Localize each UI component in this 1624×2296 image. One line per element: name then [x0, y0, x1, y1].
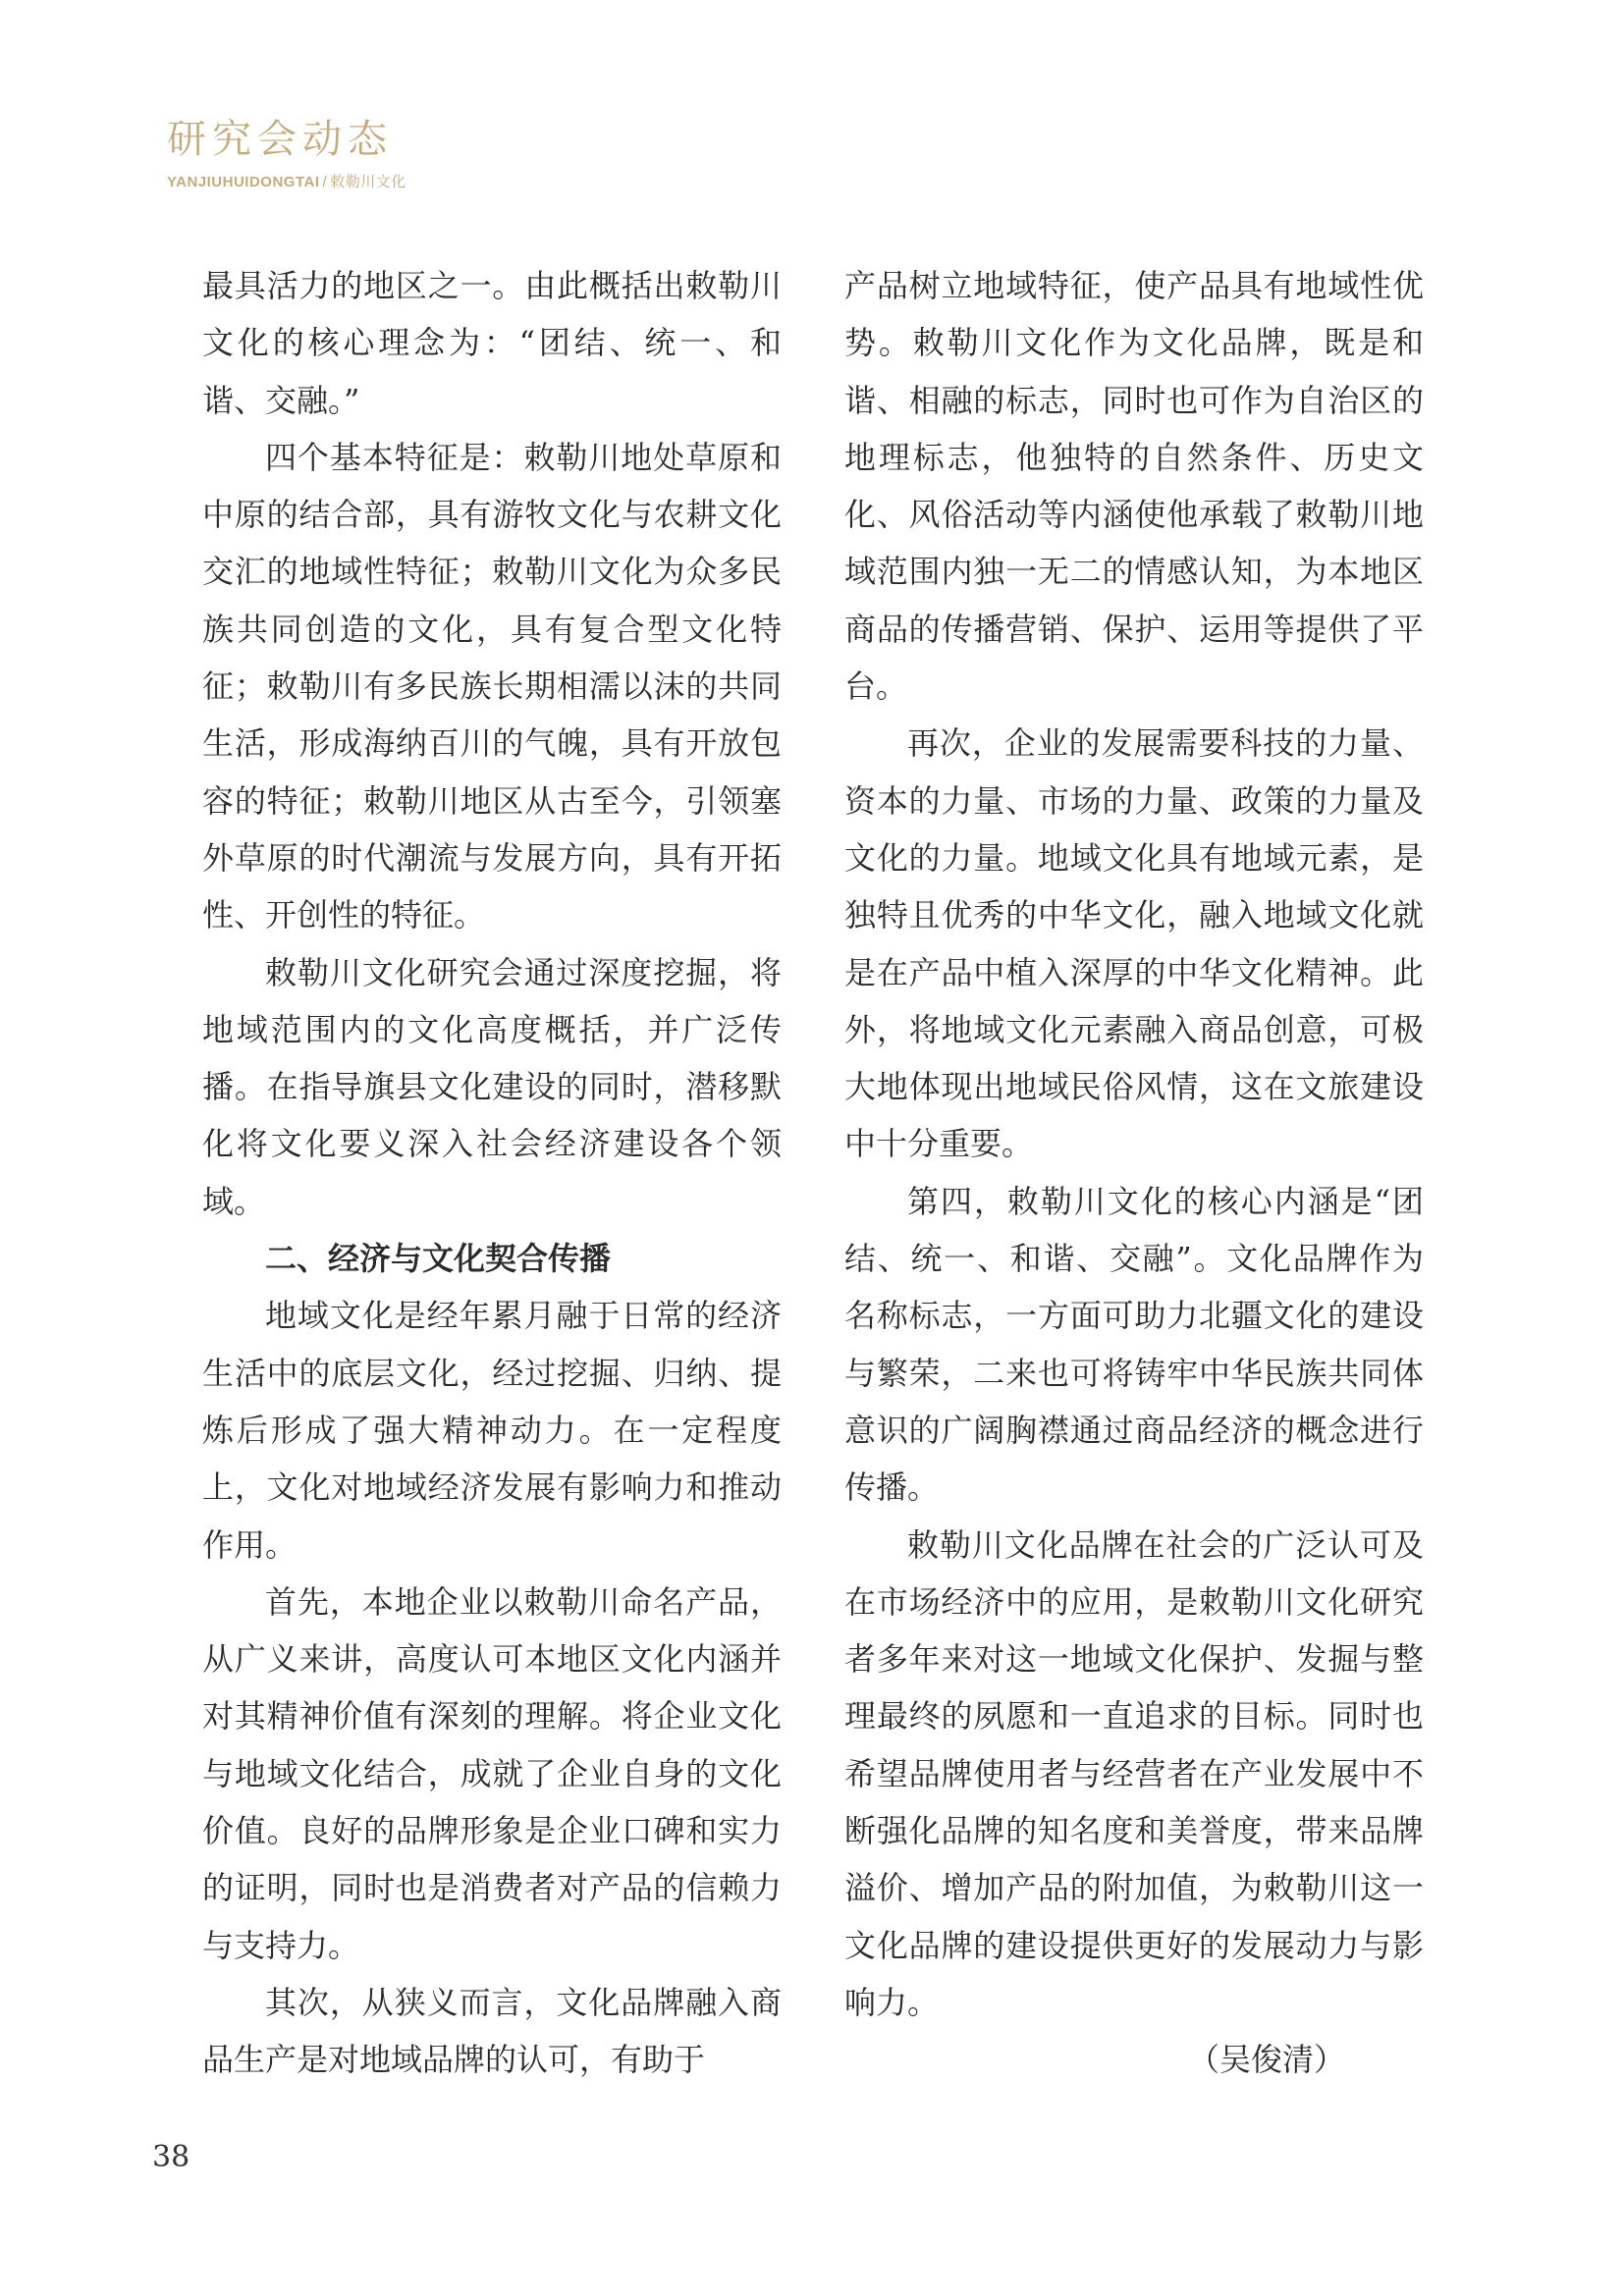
paragraph: 再次，企业的发展需要科技的力量、资本的力量、市场的力量、政策的力量及文化的力量。地域文化具有地域元素，是独特且优秀的中华文化，融入地域文化就是在产品中植入深厚的中华文化精神。此外，将地域文化元素融入商品创意，可极大地体现出地域民俗风情，这在文旅建设中十分重要。 — [844, 724, 1424, 1163]
page-number: 38 — [152, 2140, 190, 2174]
left-column — [202, 257, 782, 2089]
section-subtitle-separator: / — [322, 174, 328, 190]
paragraph: 四个基本特征是：敕勒川地处草原和中原的结合部，具有游牧文化与农耕文化交汇的地域性特征；敕勒川文化为众多民族共同创造的文化，具有复合型文化特征；敕勒川有多民族长期相濡以沫的共同生活，形成海纳百川的气魄，具有开放包容的特征；敕勒川地区从古至今，引领塞外草原的时代潮流与发展方向，具有开拓性、开创性的特征。 — [202, 438, 782, 934]
paragraph: 产品树立地域特征，使产品具有地域性优势。敕勒川文化作为文化品牌，既是和谐、相融的标志，同时也可作为自治区的地理标志，他独特的自然条件、历史文化、风俗活动等内涵使他承载了敕勒川地域范围内独一无二的情感认知，为本地区商品的传播营销、保护、运用等提供了平台。 — [844, 267, 1424, 706]
paragraph: 其次，从狭义而言，文化品牌融入商品生产是对地域品牌的认可，有助于 — [202, 1983, 782, 2079]
paragraph: 敕勒川文化品牌在社会的广泛认可及在市场经济中的应用，是敕勒川文化研究者多年来对这一地域文化保护、发掘与整理最终的夙愿和一直追求的目标。同时也希望品牌使用者与经营者在产业发展中不断强化品牌的知名度和美誉度，带来品牌溢价、增加产品的附加值，为敕勒川这一文化品牌的建设提供更好的发展动力与影响力。 — [844, 1525, 1424, 2021]
paragraph: 地域文化是经年累月融于日常的经济生活中的底层文化，经过挖掘、归纳、提炼后形成了强大精神动力。在一定程度上，文化对地域经济发展有影响力和推动作用。 — [202, 1297, 782, 1564]
section-header — [167, 116, 406, 191]
right-column — [844, 257, 1424, 2089]
section-heading: 二、经济与文化契合传播 — [265, 1240, 612, 1278]
paragraph: 首先，本地企业以敕勒川命名产品，从广义来讲，高度认可本地区文化内涵并对其精神价值有深刻的理解。将企业文化与地域文化结合，成就了企业自身的文化价值。良好的品牌形象是企业口碑和实力的证明，同时也是消费者对产品的信赖力与支持力。 — [202, 1582, 782, 1964]
section-subtitle — [167, 171, 406, 191]
paragraph: 最具活力的地区之一。由此概括出敕勒川文化的核心理念为：“团结、统一、和谐、交融。” — [202, 267, 782, 419]
paragraph: 敕勒川文化研究会通过深度挖掘，将地域范围内的文化高度概括，并广泛传播。在指导旗县文化建设的同时，潜移默化将文化要义深入社会经济建设各个领域。 — [202, 953, 782, 1220]
section-title: 研究会动态 — [167, 117, 393, 162]
section-subtitle-pinyin: YANJIUHUIDONGTAI — [167, 174, 320, 190]
section-subtitle-chinese: 敕勒川文化 — [330, 173, 406, 190]
paragraph: 第四，敕勒川文化的核心内涵是“团结、统一、和谐、交融”。文化品牌作为名称标志，一方面可助力北疆文化的建设与繁荣，二来也可将铸牢中华民族共同体意识的广阔胸襟通过商品经济的概念进行传播。 — [844, 1182, 1424, 1507]
author-byline: （吴俊清） — [1187, 2041, 1345, 2079]
